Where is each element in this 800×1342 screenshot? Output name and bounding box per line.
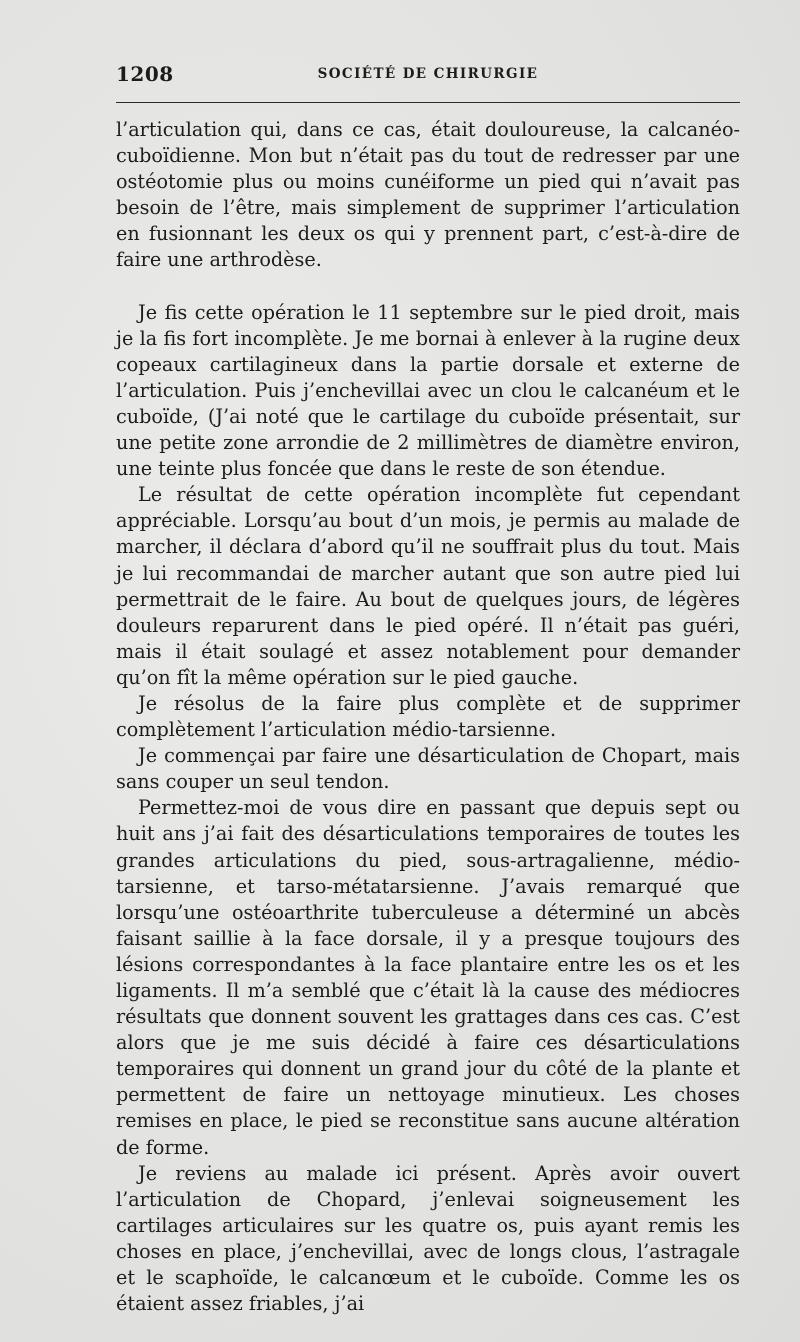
paragraph: Je commençai par faire une désarticulation de Chopart, mais sans couper un seul tendon. <box>116 744 740 794</box>
page-header <box>116 60 740 90</box>
paragraph: Le résultat de cette opération incomplète fut cependant appréciable. Lorsqu’au bout d’un mois, je permis au malade de marcher, il déclara d’abord qu’il ne souffrait plus du tout. Mais je lui recommandai de marcher autant que son autre pied lui permettrait de le faire. Au bout de quelques jours, de légères douleurs reparurent dans le pied opéré. Il n’était pas guéri, mais il était soulagé et assez notablement pour demander qu’on fît la même opération sur le pied gauche. <box>116 483 740 689</box>
body-text <box>116 117 740 1317</box>
paragraph: l’articulation qui, dans ce cas, était douloureuse, la calcanéo-cuboïdienne. Mon but n’était pas du tout de redresser par une ostéotomie plus ou moins cunéiforme un pied qui n’avait pas besoin de l’être, mais simplement de supprimer l’articulation en fusionnant les deux os qui y prennent part, c’est-à-dire de faire une arthrodèse. <box>116 118 740 272</box>
running-head: SOCIÉTÉ DE CHIRURGIE <box>317 66 539 82</box>
paragraph: Je fis cette opération le 11 septembre sur le pied droit, mais je la fis fort incomplète. Je me bornai à enlever à la rugine deux copeaux cartilagineux dans la partie dorsale et externe de l’articulation. Puis j’enchevillai avec un clou le calcanéum et le cuboïde, (J’ai noté que le cartilage du cuboïde présentait, sur une petite zone arrondie de 2 millimètres de diamètre environ, une teinte plus foncée que dans le reste de son étendue. <box>116 300 740 481</box>
page-number: 1208 <box>116 62 174 86</box>
paragraph: Je reviens au malade ici présent. Après avoir ouvert l’articulation de Chopard, j’enlevai soigneusement les cartilages articulaires sur les quatre os, puis ayant remis les choses en place, j’enchevillai, avec de longs clous, l’astragale et le scaphoïde, le calcanœum et le cuboïde. Comme les os étaient assez friables, j’ai <box>116 1161 740 1316</box>
paragraph: Permettez-moi de vous dire en passant que depuis sept ou huit ans j’ai fait des désarticulations temporaires de toutes les grandes articulations du pied, sous-artragalienne, médio-tarsienne, et tarso-métatarsienne. J’avais remarqué que lorsqu’une ostéoarthrite tuberculeuse a déterminé un abcès faisant saillie à la face dorsale, il y a presque toujours des lésions correspondantes à la face plantaire entre les os et les ligaments. Il m’a semblé que c’était là la cause des médiocres résultats que donnent souvent les grattages dans ces cas. C’est alors que je me suis décidé à faire ces désarticulations temporaires qui donnent un grand jour du côté de la plante et permettent de faire un nettoyage minutieux. Les choses remises en place, le pied se reconstitue sans aucune altération de forme. <box>116 796 740 1159</box>
header-rule <box>116 102 740 103</box>
paragraph: Je résolus de la faire plus complète et de supprimer complètement l’articulation médio-tarsienne. <box>116 691 740 742</box>
